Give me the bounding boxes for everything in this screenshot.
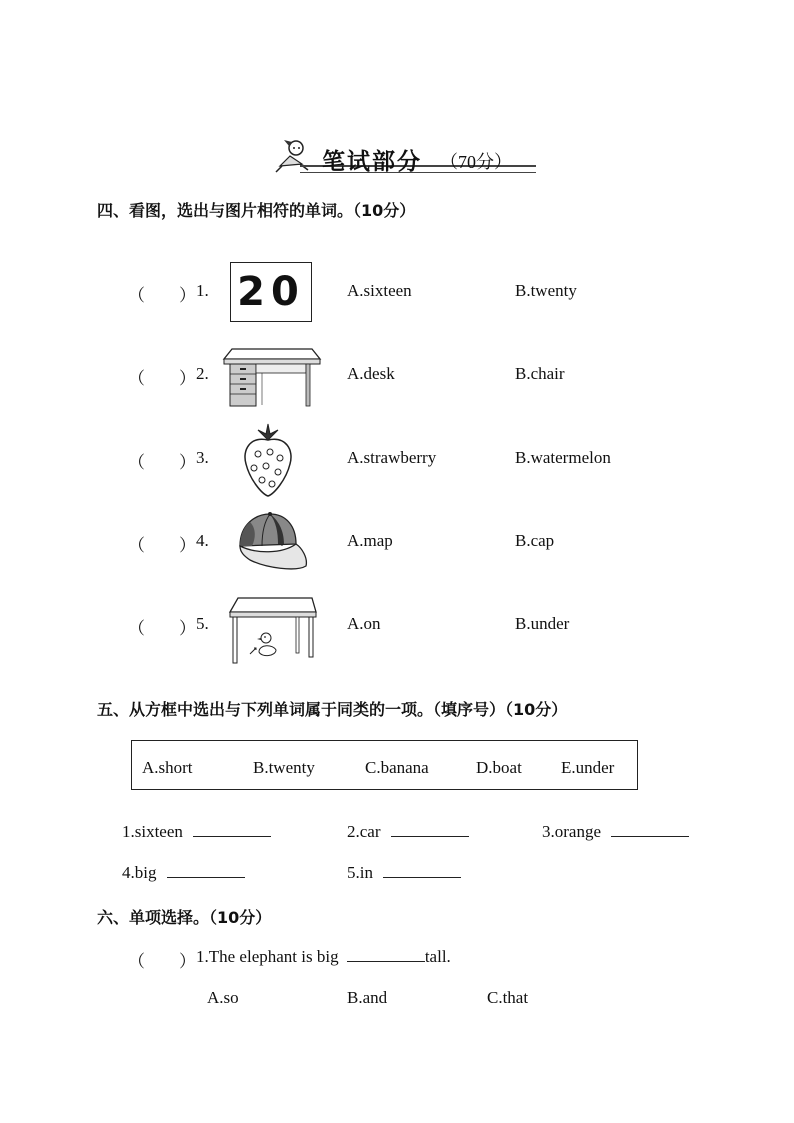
number-card-text: 20 bbox=[237, 269, 305, 315]
answer-blank[interactable] bbox=[611, 822, 689, 837]
answer-paren-q2[interactable]: （ ） bbox=[128, 369, 196, 388]
answer-paren-q4[interactable]: （ ） bbox=[128, 536, 196, 555]
answer-paren-s6-q1[interactable]: （ ） bbox=[128, 952, 196, 971]
option-a-q3: A.strawberry bbox=[347, 448, 437, 467]
choice-c: C.that bbox=[487, 988, 529, 1007]
option-a-q2: A.desk bbox=[347, 364, 395, 383]
question-number-q2: 2. bbox=[196, 364, 209, 383]
word-bank-b: B.twenty bbox=[253, 758, 315, 777]
item-label: 4.big bbox=[122, 863, 157, 882]
item-label: 2.car bbox=[347, 822, 381, 841]
desk-image bbox=[222, 347, 322, 409]
answer-paren-q5[interactable]: （ ） bbox=[128, 619, 196, 638]
option-a-q5: A.on bbox=[347, 614, 381, 633]
question-number-q5: 5. bbox=[196, 614, 209, 633]
stem-text: 1.The elephant is big bbox=[196, 947, 339, 966]
page-title: 笔试部分 bbox=[322, 149, 422, 175]
cap-image bbox=[236, 510, 310, 574]
item-label: 5.in bbox=[347, 863, 373, 882]
option-b-q2: B.chair bbox=[515, 364, 565, 383]
list-item bbox=[347, 822, 469, 842]
answer-blank[interactable] bbox=[347, 947, 425, 962]
word-bank-d: D.boat bbox=[476, 758, 522, 777]
list-item bbox=[542, 822, 689, 842]
question-number-q4: 4. bbox=[196, 531, 209, 550]
question-stem-s6-q1 bbox=[196, 947, 451, 967]
question-number-q3: 3. bbox=[196, 448, 209, 467]
number-card-image bbox=[230, 262, 312, 322]
section5-heading: 五、从方框中选出与下列单词属于同类的一项。（填序号）（10分） bbox=[97, 700, 568, 719]
option-a-q4: A.map bbox=[347, 531, 393, 550]
question-number-q1: 1. bbox=[196, 281, 209, 300]
page-title-score: （70分） bbox=[440, 152, 512, 172]
choice-b: B.and bbox=[347, 988, 388, 1007]
item-label: 3.orange bbox=[542, 822, 602, 841]
option-b-q5: B.under bbox=[515, 614, 570, 633]
stem-text-end: tall. bbox=[424, 947, 451, 966]
section4-heading: 四、看图，选出与图片相符的单词。（10分） bbox=[97, 201, 416, 220]
item-label: 1.sixteen bbox=[122, 822, 183, 841]
answer-blank[interactable] bbox=[167, 863, 245, 878]
duck-under-table-image bbox=[226, 596, 318, 664]
word-bank-a: A.short bbox=[142, 758, 193, 777]
answer-blank[interactable] bbox=[193, 822, 271, 837]
list-item bbox=[347, 863, 461, 883]
answer-paren-q3[interactable]: （ ） bbox=[128, 453, 196, 472]
option-b-q1: B.twenty bbox=[515, 281, 577, 300]
option-a-q1: A.sixteen bbox=[347, 281, 412, 300]
word-bank-c: C.banana bbox=[365, 758, 429, 777]
strawberry-image bbox=[240, 422, 296, 498]
section6-heading: 六、单项选择。（10分） bbox=[97, 908, 272, 927]
option-b-q3: B.watermelon bbox=[515, 448, 611, 467]
choice-a: A.so bbox=[207, 988, 239, 1007]
list-item bbox=[122, 863, 245, 883]
answer-paren-q1[interactable]: （ ） bbox=[128, 286, 196, 305]
word-bank-e: E.under bbox=[561, 758, 615, 777]
answer-blank[interactable] bbox=[391, 822, 469, 837]
option-b-q4: B.cap bbox=[515, 531, 555, 550]
list-item bbox=[122, 822, 271, 842]
answer-blank[interactable] bbox=[383, 863, 461, 878]
